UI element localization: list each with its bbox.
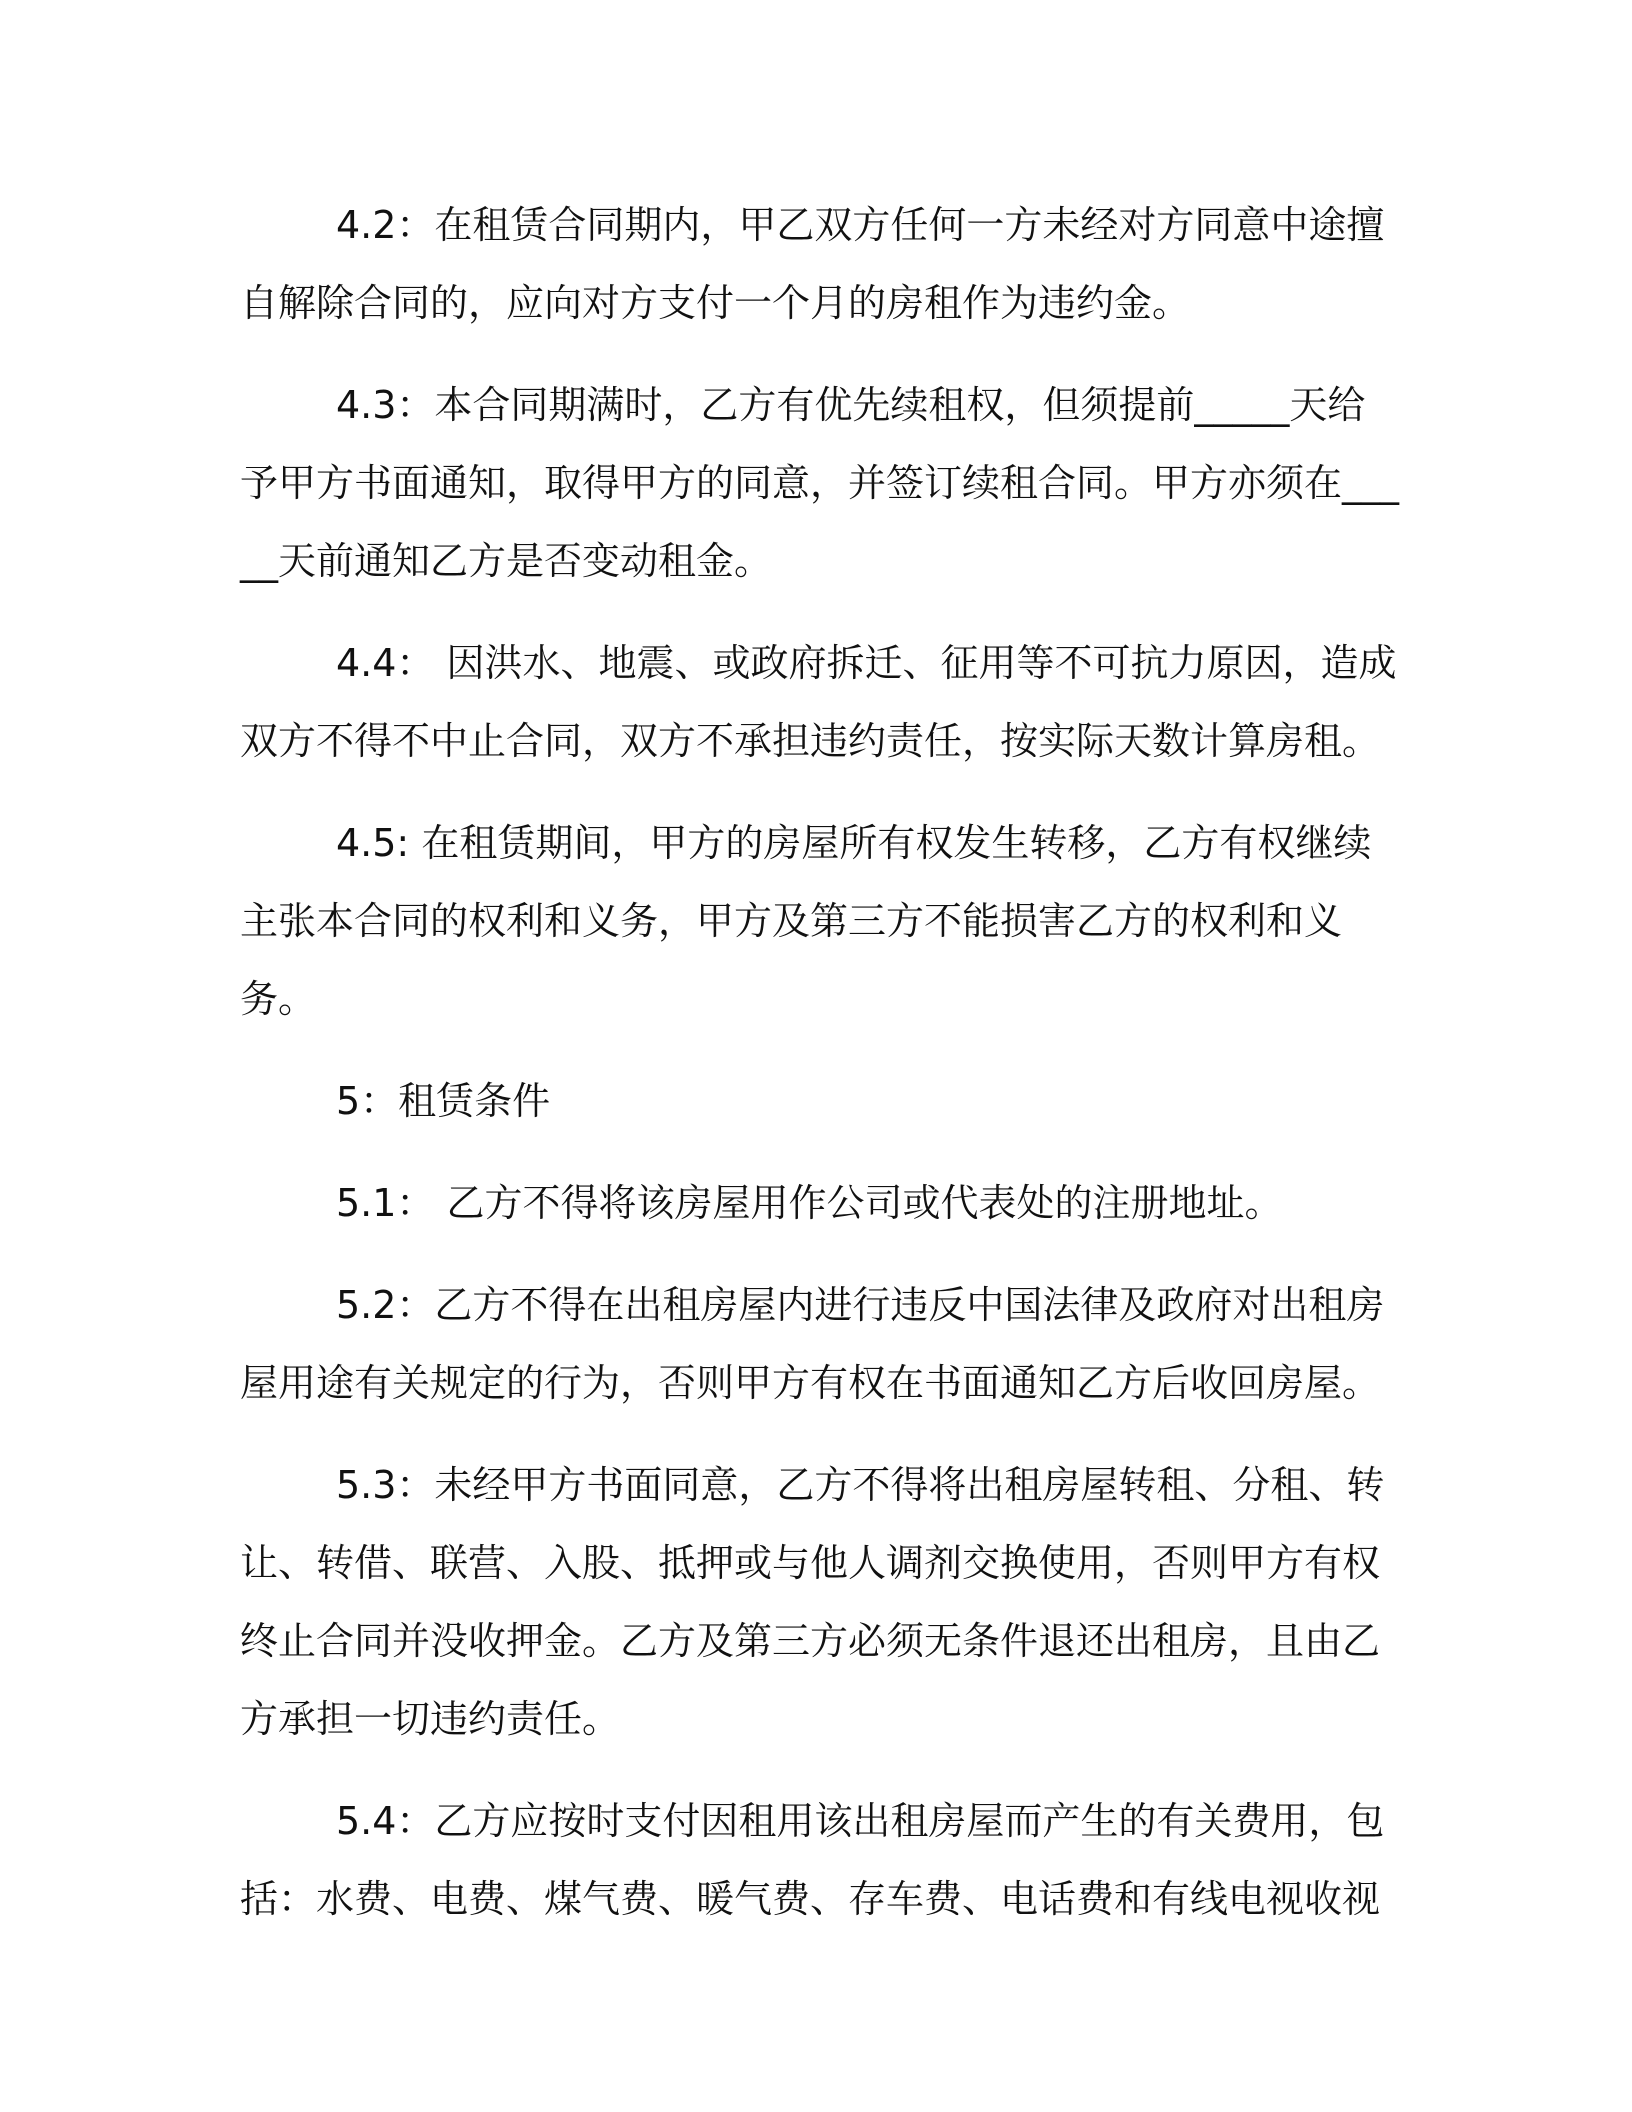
section-heading-5: 5：租赁条件 (336, 1079, 551, 1123)
clause-4-3: 4.3：本合同期满时，乙方有优先续租权，但须提前_____天给予甲方书面通知，取得甲方的同意，并签订续租合同。甲方亦须在_____天前通知乙方是否变动租金。 (240, 383, 1400, 583)
clause-4-5: 4.5: 在租赁期间，甲方的房屋所有权发生转移，乙方有权继续主张本合同的权利和义务，甲方及第三方不能损害乙方的权利和义务。 (240, 821, 1372, 1021)
clause-5-4: 5.4：乙方应按时支付因租用该出租房屋而产生的有关费用，包括：水费、电费、煤气费、暖气费、存车费、电话费和有线电视收视 (240, 1799, 1385, 1921)
clause-4-2: 4.2：在租赁合同期内，甲乙双方任何一方未经对方同意中途擅自解除合同的，应向对方支付一个月的房租作为违约金。 (240, 203, 1385, 325)
clause-5-3: 5.3：未经甲方书面同意，乙方不得将出租房屋转租、分租、转让、转借、联营、入股、抵押或与他人调剂交换使用，否则甲方有权终止合同并没收押金。乙方及第三方必须无条件退还出租房，且由乙方承担一切违约责任。 (240, 1463, 1385, 1741)
clause-5-1: 5.1： 乙方不得将该房屋用作公司或代表处的注册地址。 (336, 1181, 1283, 1225)
clause-5-2: 5.2：乙方不得在出租房屋内进行违反中国法律及政府对出租房屋用途有关规定的行为，否则甲方有权在书面通知乙方后收回房屋。 (240, 1283, 1385, 1405)
clause-4-4: 4.4： 因洪水、地震、或政府拆迁、征用等不可抗力原因，造成双方不得不中止合同，双方不承担违约责任，按实际天数计算房租。 (240, 641, 1397, 763)
document-body (240, 186, 1400, 1962)
